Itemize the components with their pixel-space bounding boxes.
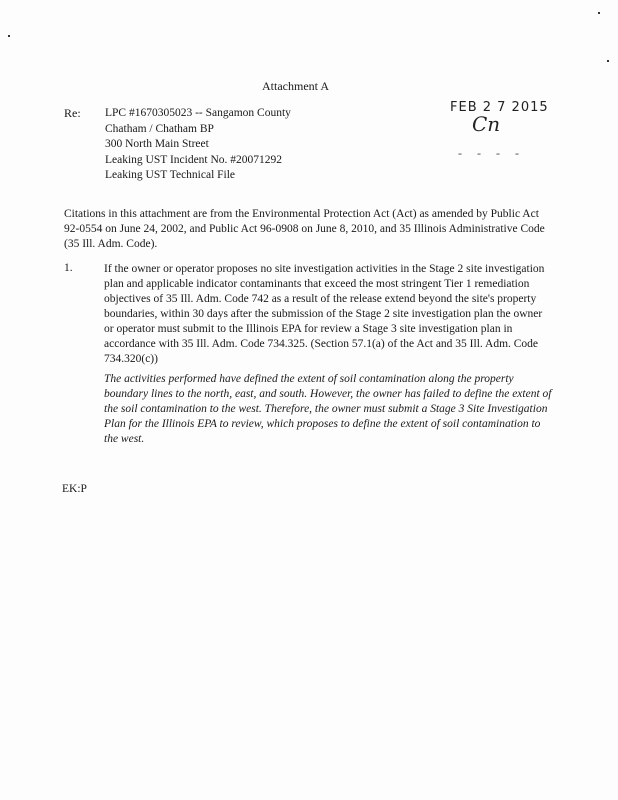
footer-initials: EK:P <box>62 483 87 495</box>
re-label: Re: <box>64 106 81 120</box>
item-comment: The activities performed have defined the extent of soil contamination along the property boundary lines to the north, east, and south. However, the owner has failed to define the extent of the soil contamination to the west. Therefore, the owner must submit a Stage 3 Site Investigation Plan for the Illinois EPA to review, which proposes to define the extent of soil contamination to the west. <box>104 373 552 445</box>
scan-speck <box>607 60 609 62</box>
item-number: 1. <box>64 262 73 274</box>
stamp-date: FEB 2 7 2015 <box>450 100 549 115</box>
stamp-initials: Cn <box>472 112 501 136</box>
re-line-file: Leaking UST Technical File <box>105 169 236 181</box>
re-line-incident: Leaking UST Incident No. #20071292 <box>105 153 283 166</box>
scan-speck <box>598 12 600 14</box>
re-line-lpc: LPC #1670305023 -- Sangamon County <box>105 107 291 119</box>
scan-speck <box>8 35 10 37</box>
re-line-address: 300 North Main Street <box>105 138 209 150</box>
re-line-site: Chatham / Chatham BP <box>105 122 214 135</box>
document-title: Attachment A <box>262 79 329 93</box>
received-stamp <box>440 70 580 160</box>
item-text: If the owner or operator proposes no site investigation activities in the Stage 2 site investigation plan and applicable indicator contaminants that exceed the most stringent Tier 1 remediation objectives of 35 Ill. Adm. Code 742 as a result of the release extend beyond the site's property boundaries, within 30 days after the submission of the Stage 2 site investigation plan the owner or operator must submit to the Illinois EPA for review a Stage 3 site investigation plan in accordance with 35 Ill. Adm. Code 734.325. (Section 57.1(a) of the Act and 35 Ill. Adm. Code 734.320(c)) <box>104 263 545 365</box>
intro-paragraph: Citations in this attachment are from the Environmental Protection Act (Act) as amended by Public Act 92-0554 on June 24, 2002, and Public Act 96-0908 on June 8, 2010, and 35 Illinois Administrative Code (35 Ill. Adm. Code). <box>64 208 545 250</box>
re-block <box>105 106 291 184</box>
stamp-dashes: - - - - <box>458 146 525 160</box>
